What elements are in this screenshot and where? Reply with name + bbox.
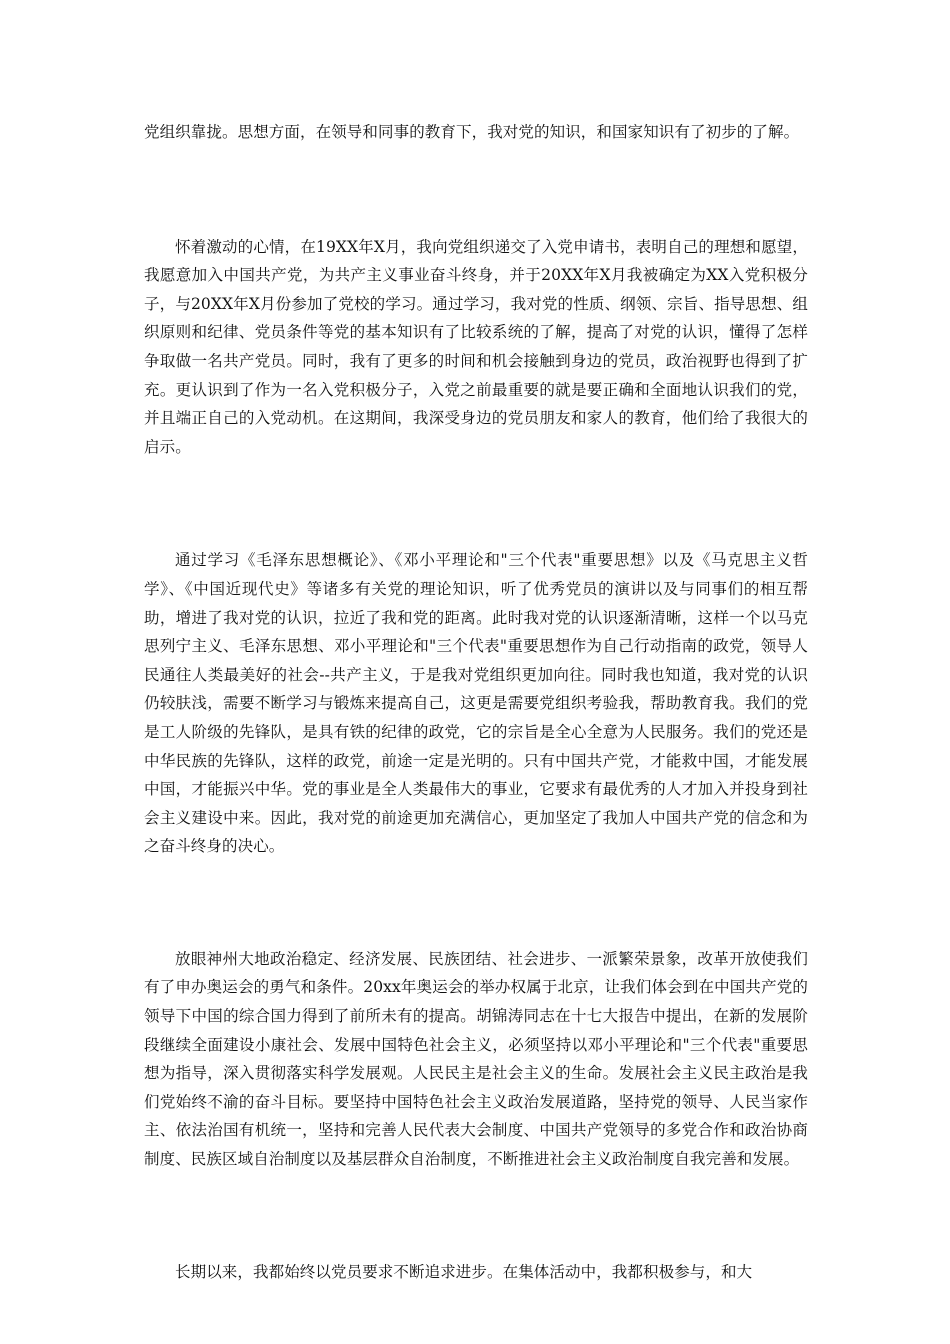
paragraph-3: 通过学习《毛泽东思想概论》、《邓小平理论和"三个代表"重要思想》以及《马克思主义哲学》、《中国近现代史》等诸多有关党的理论知识，听了优秀党员的演讲以及与同事们的相互帮助，增进了我对党的认识，拉近了我和党的距离。此时我对党的认识逐渐清晰，这样一个以马克思列宁主义、毛泽东思想、邓小平理论和"三个代表"重要思想作为自己行动指南的政党，领导人民通往人类最美好的社会--共产主义，于是我对党组织更加向往。同时我也知道，我对党的认识仍较肤浅，需要不断学习与锻炼来提高自己，这更是需要党组织考验我，帮助教育我。我们的党是工人阶级的先锋队，是具有铁的纪律的政党，它的宗旨是全心全意为人民服务。我们的党还是中华民族的先锋队，这样的政党，前途一定是光明的。只有中国共产党，才能救中国，才能发展中国，才能振兴中华。党的事业是全人类最伟大的事业，它要求有最优秀的人才加入并投身到社会主义建设中来。因此，我对党的前途更加充满信心，更加坚定了我加人中国共产党的信念和为之奋斗终身的决心。 (144, 551, 808, 856)
paragraph-gap (144, 147, 808, 233)
paragraph-2: 怀着激动的心情，在19XX年X月，我向党组织递交了入党申请书，表明自己的理想和愿望，我愿意加入中国共产党，为共产主义事业奋斗终身，并于20XX年X月我被确定为XX入党积极分子，与20XX年X月份参加了党校的学习。通过学习，我对党的性质、纲领、宗旨、指导思想、组织原则和纪律、党员条件等党的基本知识有了比较系统的了解，提高了对党的认识，懂得了怎样争取做一名共产党员。同时，我有了更多的时间和机会接触到身边的党员，政治视野也得到了扩充。更认识到了作为一名入党积极分子，入党之前最重要的就是要正确和全面地认识我们的党，并且端正自己的入党动机。在这期间，我深受身边的党员朋友和家人的教育，他们给了我很大的启示。 (144, 237, 808, 456)
paragraph-gap (144, 461, 808, 546)
paragraph-5: 长期以来，我都始终以党员要求不断追求进步。在集体活动中，我都积极参与，和大 (175, 1262, 753, 1281)
paragraph-4: 放眼神州大地政治稳定、经济发展、民族团结、社会进步、一派繁荣景象，改革开放使我们有了申办奥运会的勇气和条件。20xx年奥运会的举办权属于北京，让我们体会到在中国共产党的领导下中国的综合国力得到了前所未有的提高。胡锦涛同志在十七大报告中提出，在新的发展阶段继续全面建设小康社会、发展中国特色社会主义，必须坚持以邓小平理论和"三个代表"重要思想为指导，深入贯彻落实科学发展观。人民民主是社会主义的生命。发展社会主义民主政治是我们党始终不渝的奋斗目标。要坚持中国特色社会主义政治发展道路，坚持党的领导、人民当家作主、依法治国有机统一，坚持和完善人民代表大会制度、中国共产党领导的多党合作和政治协商制度、民族区域自治制度以及基层群众自治制度，不断推进社会主义政治制度自我完善和发展。 (144, 949, 808, 1169)
paragraph-gap (144, 861, 808, 945)
paragraph-1: 党组织靠拢。思想方面，在领导和同事的教育下，我对党的知识，和国家知识有了初步的了解。 (144, 123, 800, 141)
paragraph-gap (144, 1174, 808, 1258)
document-body (144, 118, 808, 1286)
